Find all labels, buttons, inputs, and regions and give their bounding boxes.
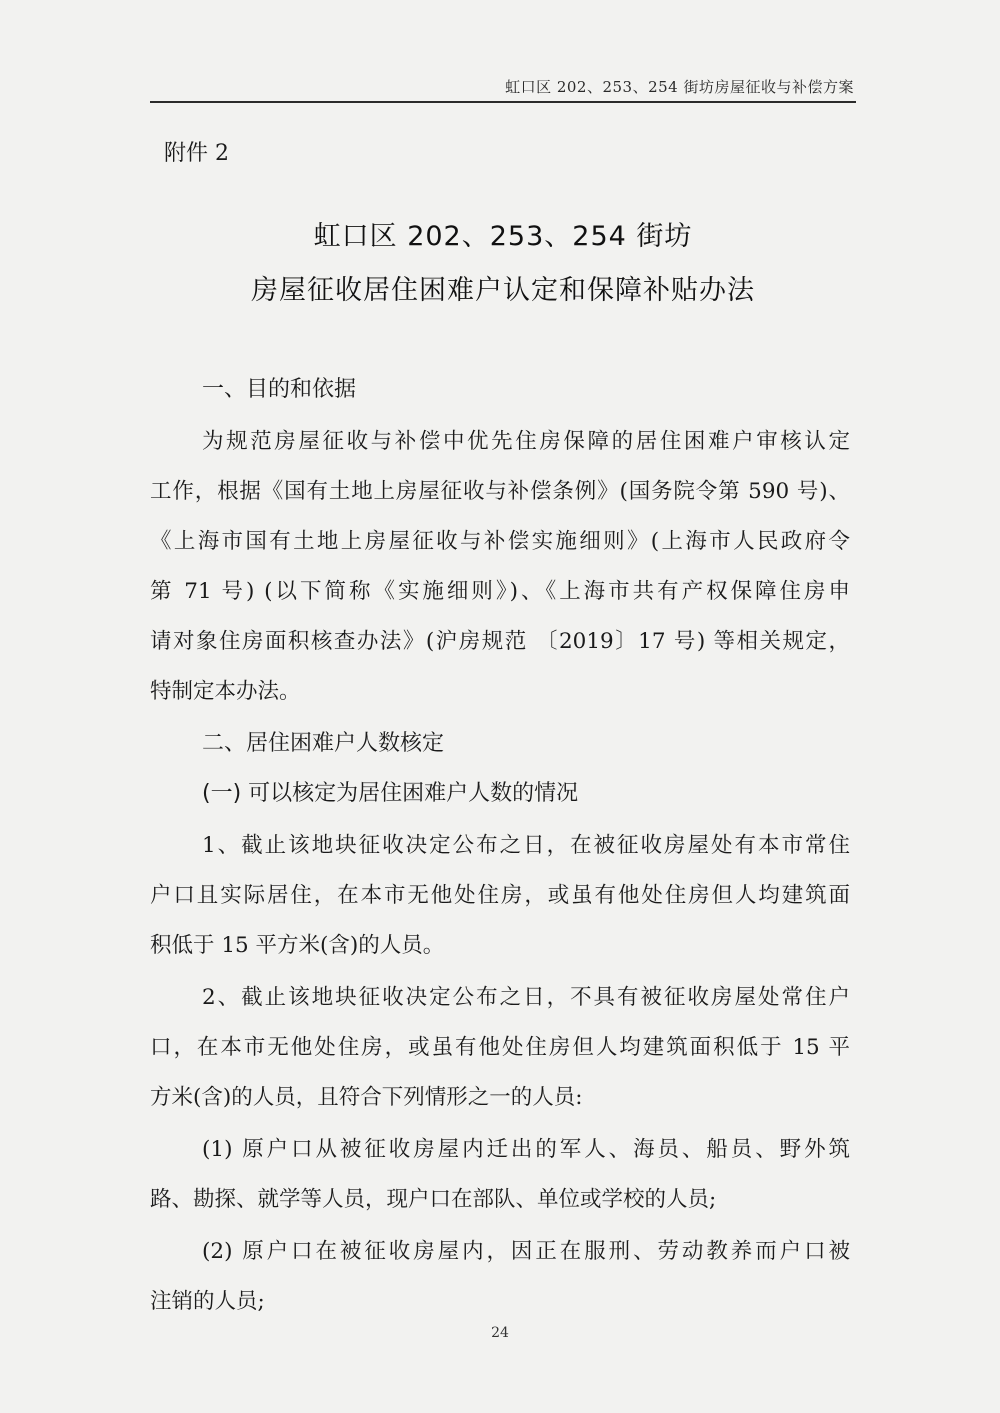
paragraph-line: 口，在本市无他处住房，或虽有他处住房但人均建筑面积低于 15 平 xyxy=(150,1035,850,1060)
paragraph-line: (1) 原户口从被征收房屋内迁出的军人、海员、船员、野外筑 xyxy=(202,1137,850,1162)
paragraph-line: 为规范房屋征收与补偿中优先住房保障的居住困难户审核认定 xyxy=(202,429,850,454)
paragraph-line: 2、截止该地块征收决定公布之日，不具有被征收房屋处常住户 xyxy=(202,985,850,1010)
paragraph-line: 注销的人员; xyxy=(150,1289,265,1314)
paragraph-line: (2) 原户口在被征收房屋内，因正在服刑、劳动教养而户口被 xyxy=(202,1239,850,1264)
paragraph-line: 户口且实际居住，在本市无他处住房，或虽有他处住房但人均建筑面 xyxy=(150,883,850,908)
paragraph-line: 《上海市国有土地上房屋征收与补偿实施细则》(上海市人民政府令 xyxy=(150,529,850,554)
document-title-line-2: 房屋征收居住困难户认定和保障补贴办法 xyxy=(251,275,755,306)
document-title-line-1: 虹口区 202、253、254 街坊 xyxy=(313,221,693,252)
paragraph-line: 工作，根据《国有土地上房屋征收与补偿条例》(国务院令第 590 号)、 xyxy=(150,479,850,504)
header-rule xyxy=(150,101,856,103)
paragraph-line: 请对象住房面积核查办法》(沪房规范 〔2019〕17 号) 等相关规定， xyxy=(150,629,850,654)
section-heading: 一、目的和依据 xyxy=(202,377,357,402)
paragraph-line: 第 71 号) (以下简称《实施细则》)、《上海市共有产权保障住房申 xyxy=(150,579,850,604)
paragraph-line: 特制定本办法。 xyxy=(150,679,301,704)
paragraph-line: 方米(含)的人员，且符合下列情形之一的人员: xyxy=(150,1085,583,1110)
paragraph-line: 路、勘探、就学等人员，现户口在部队、单位或学校的人员; xyxy=(150,1187,717,1212)
subsection-heading: (一) 可以核定为居住困难户人数的情况 xyxy=(202,781,579,806)
paragraph-line: 积低于 15 平方米(含)的人员。 xyxy=(150,933,445,958)
attachment-label: 附件 2 xyxy=(164,141,229,166)
running-header: 虹口区 202、253、254 街坊房屋征收与补偿方案 xyxy=(505,78,854,96)
paragraph-line: 1、截止该地块征收决定公布之日，在被征收房屋处有本市常住 xyxy=(202,833,850,858)
section-heading: 二、居住困难户人数核定 xyxy=(202,731,445,756)
page-number: 24 xyxy=(491,1325,509,1341)
